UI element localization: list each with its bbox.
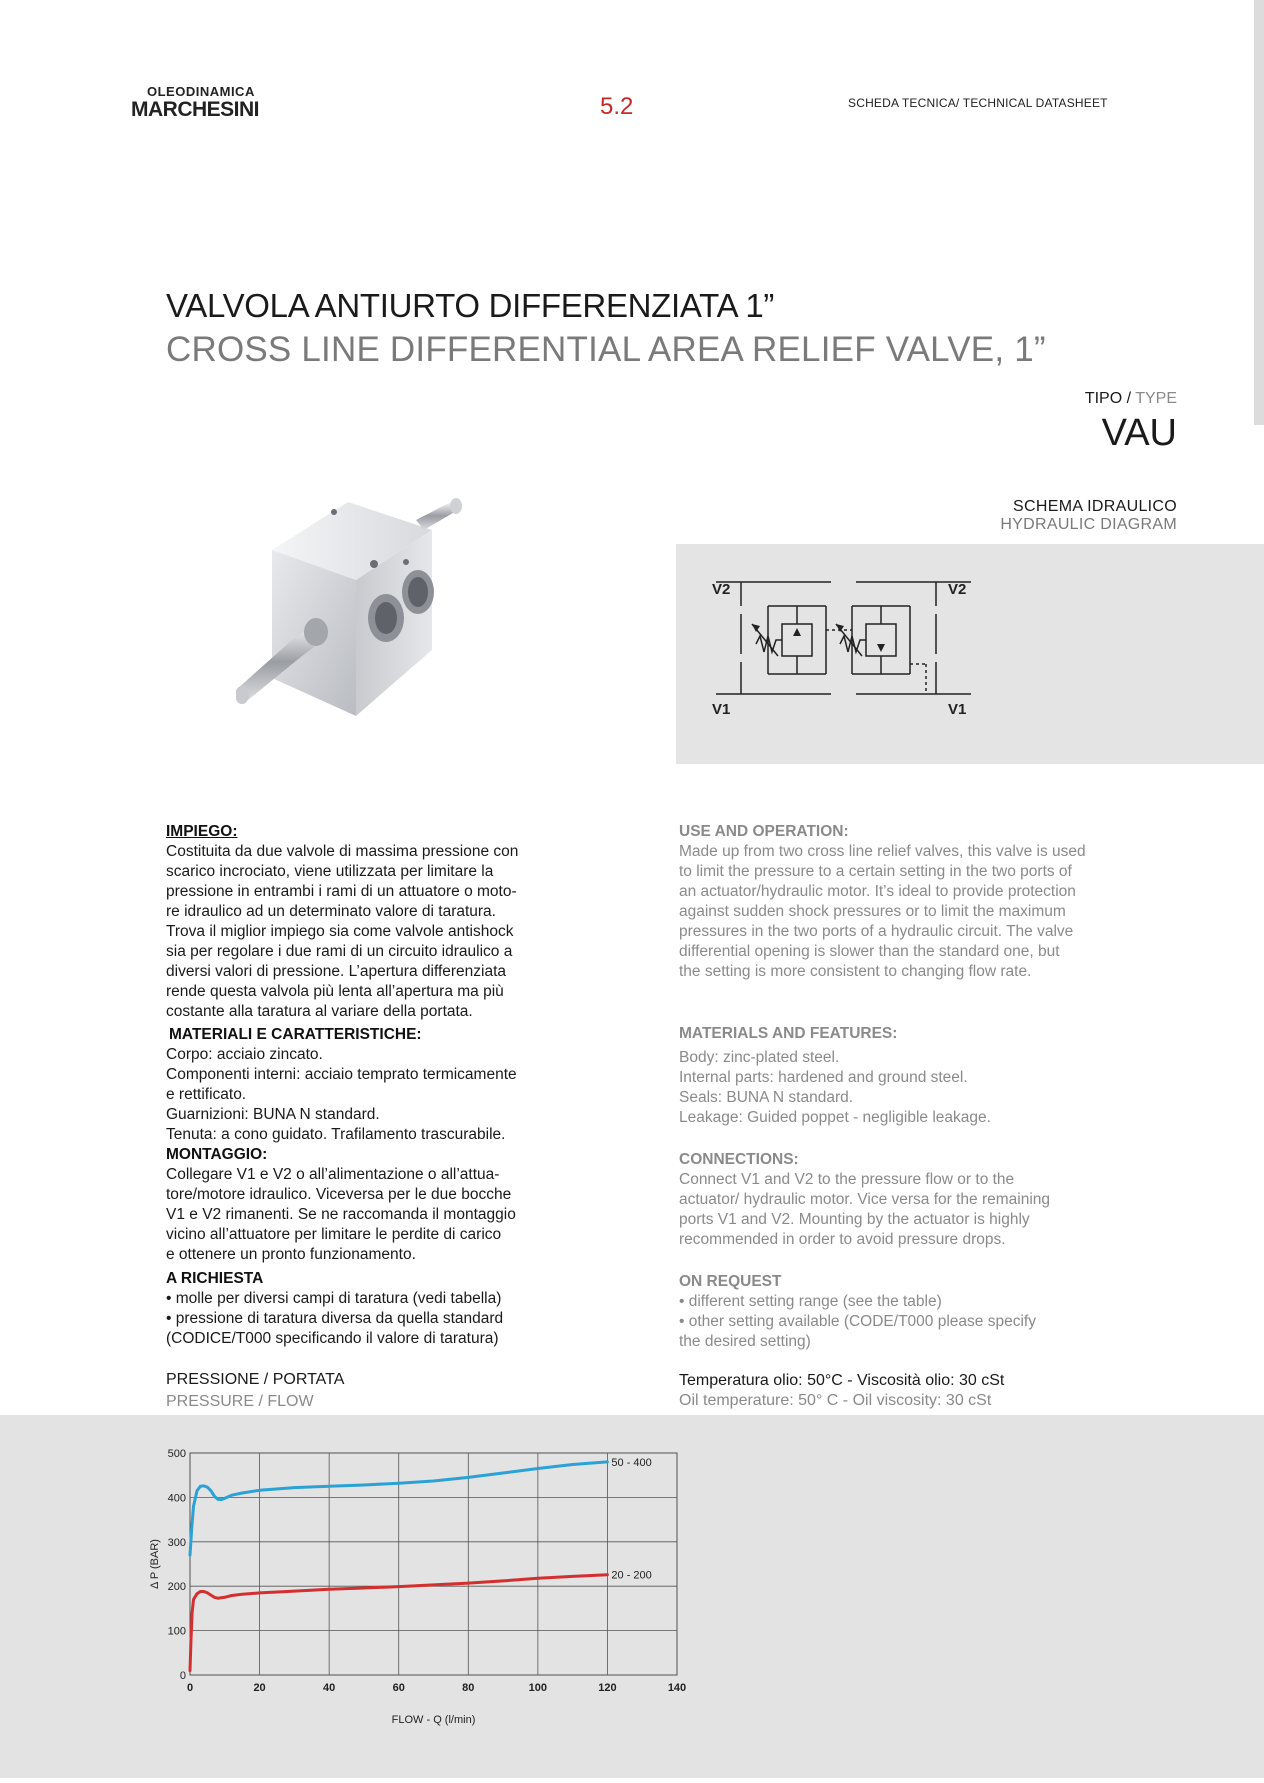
x-tick-label: 140 <box>667 1682 687 1694</box>
montaggio-text <box>166 1165 566 1265</box>
connections-line: Connect V1 and V2 to the pressure flow or to the <box>679 1171 1015 1188</box>
request-line: the desired setting) <box>679 1333 811 1350</box>
richiesta-line: • pressione di taratura diversa da quella standard <box>166 1310 504 1327</box>
scrollbar[interactable] <box>1254 0 1264 425</box>
use-text <box>679 842 1149 982</box>
use-line: to limit the pressure to a certain setting in the two ports of <box>679 863 1072 880</box>
logo-main-text: MARCHESINI <box>131 98 260 121</box>
x-tick-label: 120 <box>598 1682 617 1694</box>
richiesta-line: (CODICE/T000 specificando il valore di taratura) <box>166 1330 499 1347</box>
montaggio-title: MONTAGGIO: <box>166 1146 268 1163</box>
series-label-2: 20 - 200 <box>611 1569 652 1582</box>
use-line: pressures in the two ports of a hydraulic circuit. The valve <box>679 923 1074 940</box>
request-line: • different setting range (see the table) <box>679 1293 942 1310</box>
richiesta-line: • molle per diversi campi di taratura (vedi tabella) <box>166 1290 502 1307</box>
impiego-line: Costituita da due valvole di massima pressione con <box>166 843 519 860</box>
connections-line: ports V1 and V2. Mounting by the actuator is highly <box>679 1211 1030 1228</box>
richiesta-text <box>166 1289 566 1349</box>
diagram-label-v1-right: V1 <box>948 701 967 718</box>
impiego-line: re idraulico ad un determinato valore di taratura. <box>166 903 496 920</box>
montaggio-line: e ottenere un pronto funzionamento. <box>166 1246 416 1263</box>
materials-line: Seals: BUNA N standard. <box>679 1089 854 1106</box>
x-tick-label: 40 <box>323 1682 336 1694</box>
y-axis-label: Δ P (BAR) <box>149 1539 161 1589</box>
materials-line: Internal parts: hardened and ground steel. <box>679 1069 968 1086</box>
logo-top-text: OLEODINAMICA <box>147 84 255 99</box>
diagram-label-v2-right: V2 <box>948 581 967 598</box>
diagram-title-it: SCHEMA IDRAULICO <box>1013 498 1177 515</box>
materiali-title: MATERIALI E CARATTERISTICHE: <box>169 1026 422 1043</box>
datasheet-label: SCHEDA TECNICA/ TECHNICAL DATASHEET <box>848 96 1108 110</box>
impiego-line: sia per regolare i due rami di un circuito idraulico a <box>166 943 513 960</box>
materials-line: Body: zinc-plated steel. <box>679 1049 840 1066</box>
hydraulic-diagram <box>676 544 1264 764</box>
y-tick-label: 0 <box>179 1670 186 1682</box>
y-tick-label: 100 <box>167 1625 186 1638</box>
materials-text <box>679 1048 1149 1128</box>
materiali-line: e rettificato. <box>166 1086 247 1103</box>
richiesta-title: A RICHIESTA <box>166 1270 264 1287</box>
impiego-title: IMPIEGO: <box>166 823 238 840</box>
request-title: ON REQUEST <box>679 1273 782 1290</box>
use-line: the setting is more consistent to changing flow rate. <box>679 963 1032 980</box>
temperature-label-en: Oil temperature: 50° C - Oil viscosity: 30 cSt <box>679 1392 992 1409</box>
temperature-label-it: Temperatura olio: 50°C - Viscosità olio: 30 cSt <box>679 1372 1005 1389</box>
x-tick-label: 60 <box>392 1682 405 1694</box>
montaggio-line: tore/motore idraulico. Viceversa per le due bocche <box>166 1186 512 1203</box>
impiego-line: scarico incrociato, viene utilizzata per limitare la <box>166 863 494 880</box>
use-line: Made up from two cross line relief valves, this valve is used <box>679 843 1086 860</box>
connections-text <box>679 1170 1149 1250</box>
impiego-line: costante alla taratura al variare della portata. <box>166 1003 473 1020</box>
type-code: VAU <box>1101 412 1177 454</box>
use-line: against sudden shock pressures or to limit the maximum <box>679 903 1066 920</box>
y-tick-label: 400 <box>167 1492 186 1505</box>
impiego-line: Trova il miglior impiego sia come valvole antishock <box>166 923 514 940</box>
materiali-line: Componenti interni: acciaio temprato termicamente <box>166 1066 517 1083</box>
chart-panel <box>0 1415 1264 1778</box>
title-english: CROSS LINE DIFFERENTIAL AREA RELIEF VALVE, 1” <box>166 330 1046 369</box>
x-axis-label: FLOW - Q (l/min) <box>391 1714 476 1726</box>
english-column <box>679 822 1149 1352</box>
impiego-line: pressione in entrambi i rami di un attuatore o moto- <box>166 883 517 900</box>
materiali-line: Corpo: acciaio zincato. <box>166 1046 323 1063</box>
x-tick-label: 100 <box>528 1682 548 1694</box>
connections-line: actuator/ hydraulic motor. Vice versa for the remaining <box>679 1191 1051 1208</box>
impiego-line: rende questa valvola più lenta all’apertura ma più <box>166 983 504 1000</box>
diagram-label-v2-left: V2 <box>712 581 731 598</box>
y-tick-label: 200 <box>167 1581 186 1594</box>
x-tick-label: 20 <box>253 1682 266 1694</box>
montaggio-line: Collegare V1 e V2 o all’alimentazione o all’attua- <box>166 1166 500 1183</box>
materiali-line: Guarnizioni: BUNA N standard. <box>166 1106 380 1123</box>
hydraulic-diagram-panel <box>676 544 1264 764</box>
diagram-label-v1-left: V1 <box>712 701 731 718</box>
y-tick-label: 300 <box>167 1536 186 1549</box>
materiali-line: Tenuta: a cono guidato. Trafilamento trascurabile. <box>166 1126 506 1143</box>
use-title: USE AND OPERATION: <box>679 823 849 840</box>
page-number: 5.2 <box>600 93 634 120</box>
x-tick-label: 80 <box>462 1682 475 1694</box>
impiego-text <box>166 842 566 1022</box>
use-line: an actuator/hydraulic motor. It’s ideal to provide protection <box>679 883 1076 900</box>
materiali-text <box>166 1045 566 1145</box>
valve-product-image <box>236 480 496 720</box>
pressure-flow-label-it: PRESSIONE / PORTATA <box>166 1371 345 1388</box>
type-label-it: TIPO <box>1084 390 1123 407</box>
title-italian: VALVOLA ANTIURTO DIFFERENZIATA 1” <box>166 287 775 324</box>
type-separator: / <box>1122 390 1136 407</box>
request-line: • other setting available (CODE/T000 please specify <box>679 1313 1036 1330</box>
request-text <box>679 1292 1149 1352</box>
series-label-1: 50 - 400 <box>611 1456 652 1469</box>
impiego-line: diversi valori di pressione. L’apertura differenziata <box>166 963 507 980</box>
y-tick-label: 500 <box>167 1448 186 1460</box>
pressure-flow-chart <box>0 1415 1264 1778</box>
type-label <box>1085 390 1177 408</box>
materials-line: Leakage: Guided poppet - negligible leakage. <box>679 1109 991 1126</box>
montaggio-line: V1 e V2 rimanenti. Se ne raccomanda il montaggio <box>166 1206 516 1223</box>
use-line: differential opening is slower than the standard one, but <box>679 943 1060 960</box>
materials-title: MATERIALS AND FEATURES: <box>679 1025 898 1042</box>
italian-column <box>166 822 566 1349</box>
montaggio-line: vicino all’attuatore per limitare le perdite di carico <box>166 1226 502 1243</box>
chart-frame <box>190 1453 677 1675</box>
connections-title: CONNECTIONS: <box>679 1151 799 1168</box>
type-label-en: TYPE <box>1135 390 1177 407</box>
pressure-flow-label-en: PRESSURE / FLOW <box>166 1393 314 1410</box>
x-tick-label: 0 <box>186 1682 194 1694</box>
connections-line: recommended in order to avoid pressure drops. <box>679 1231 1006 1248</box>
diagram-title-en: HYDRAULIC DIAGRAM <box>1000 516 1177 533</box>
